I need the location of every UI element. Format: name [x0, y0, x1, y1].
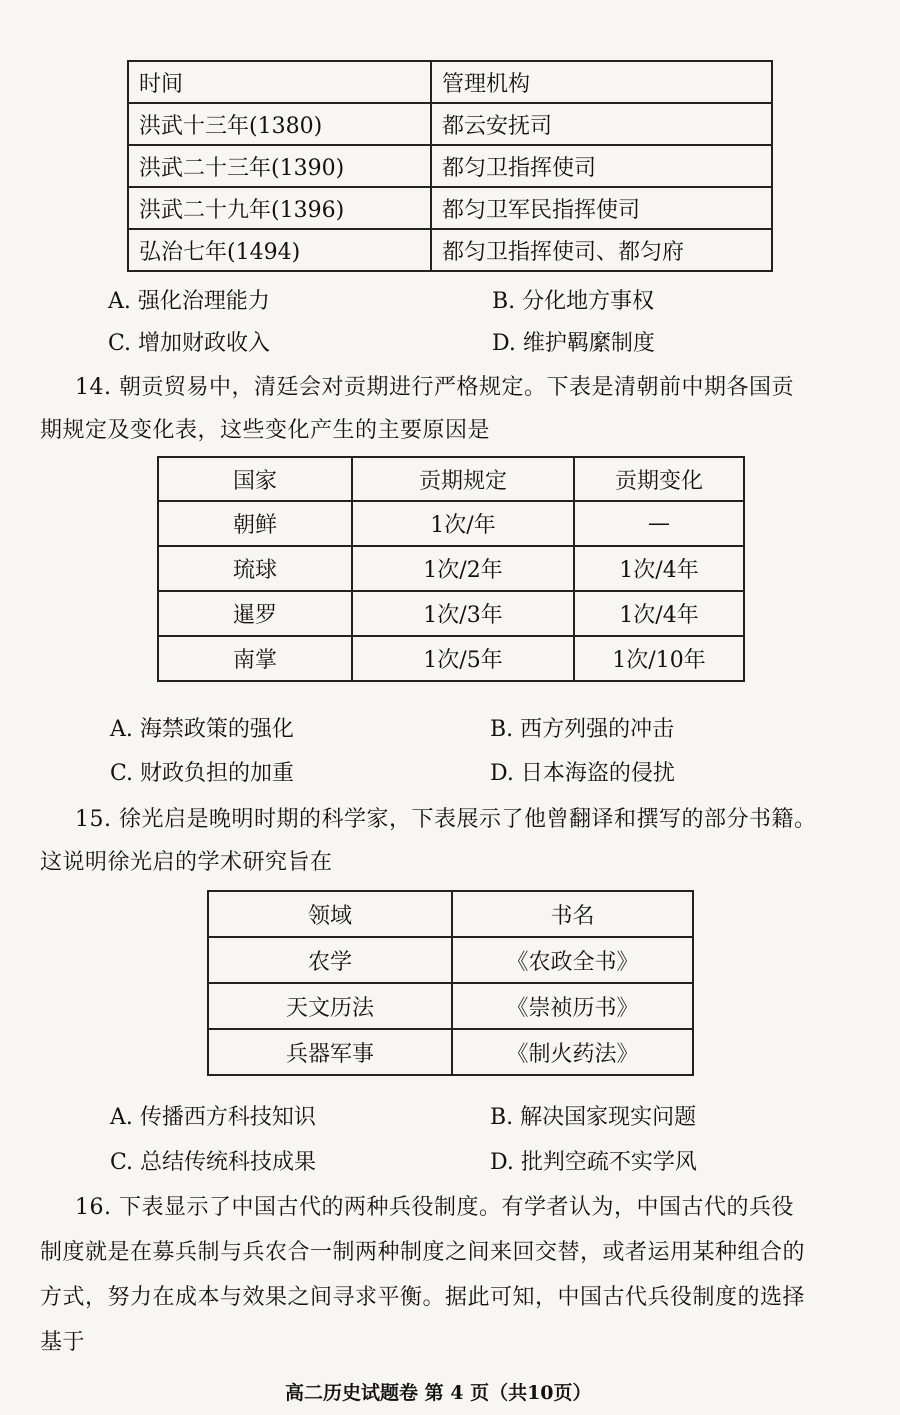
q16-stem-line2: 制度就是在募兵制与兵农合一制两种制度之间来回交替，或者运用某种组合的 [40, 1240, 806, 1265]
table-cell: 洪武二十九年(1396) [128, 187, 431, 229]
table-row [158, 546, 744, 591]
table-cell: 暹罗 [158, 591, 352, 636]
q16-stem-line1: 16. 下表显示了中国古代的两种兵役制度。有学者认为，中国古代的兵役 [75, 1195, 794, 1220]
table-row [158, 501, 744, 546]
page-footer: 高二历史试题卷 第 4 页（共10页） [285, 1382, 592, 1404]
table-row [128, 187, 772, 229]
table-header-cell: 贡期变化 [574, 457, 744, 501]
table-header-cell: 时间 [128, 61, 431, 103]
table-cell: 1次/3年 [352, 591, 574, 636]
table-cell: 1次/2年 [352, 546, 574, 591]
q14-option-a: A. 海禁政策的强化 [110, 717, 294, 742]
q13-option-d: D. 维护羁縻制度 [492, 331, 655, 356]
table-row [128, 229, 772, 271]
table-cell: 都匀卫指挥使司 [431, 145, 772, 187]
q16-stem-line4: 基于 [40, 1330, 86, 1355]
table-cell: 琉球 [158, 546, 352, 591]
q15-option-a: A. 传播西方科技知识 [110, 1105, 316, 1130]
table-cell: 都云安抚司 [431, 103, 772, 145]
table-cell: 《崇祯历书》 [452, 983, 693, 1029]
q15-stem-line2: 这说明徐光启的学术研究旨在 [40, 850, 333, 875]
table-cell: 1次/5年 [352, 636, 574, 681]
table-cell: 1次/年 [352, 501, 574, 546]
q13-option-a: A. 强化治理能力 [108, 289, 270, 314]
q13-option-c: C. 增加财政收入 [108, 331, 271, 356]
q15-option-c: C. 总结传统科技成果 [110, 1150, 317, 1175]
table-header-cell: 管理机构 [431, 61, 772, 103]
table-q13 [127, 60, 773, 272]
q16-stem-line3: 方式，努力在成本与效果之间寻求平衡。据此可知，中国古代兵役制度的选择 [40, 1285, 806, 1310]
table-cell: 《农政全书》 [452, 937, 693, 983]
q15-option-b: B. 解决国家现实问题 [490, 1105, 697, 1130]
table-row [128, 145, 772, 187]
table-header-cell: 贡期规定 [352, 457, 574, 501]
q15-option-d: D. 批判空疏不实学风 [490, 1150, 697, 1175]
table-cell: 弘治七年(1494) [128, 229, 431, 271]
table-header-cell: 领域 [208, 891, 452, 937]
table-cell: 兵器军事 [208, 1029, 452, 1075]
table-q15 [207, 890, 694, 1076]
q14-stem-line2: 期规定及变化表，这些变化产生的主要原因是 [40, 418, 491, 443]
table-q14 [157, 456, 745, 682]
table-cell: 农学 [208, 937, 452, 983]
table-row [128, 103, 772, 145]
table-cell: 南掌 [158, 636, 352, 681]
q13-option-b: B. 分化地方事权 [492, 289, 655, 314]
table-row [208, 1029, 693, 1075]
q14-option-b: B. 西方列强的冲击 [490, 717, 675, 742]
table-header-cell: 书名 [452, 891, 693, 937]
table-row [208, 983, 693, 1029]
table-row [158, 591, 744, 636]
q14-stem-line1: 14. 朝贡贸易中，清廷会对贡期进行严格规定。下表是清朝前中期各国贡 [75, 375, 794, 400]
q15-stem-line1: 15. 徐光启是晚明时期的科学家，下表展示了他曾翻译和撰写的部分书籍。 [75, 807, 817, 832]
q14-option-d: D. 日本海盗的侵扰 [490, 761, 675, 786]
table-cell: 1次/4年 [574, 591, 744, 636]
table-header-row [158, 457, 744, 501]
table-row [208, 937, 693, 983]
table-cell: 洪武十三年(1380) [128, 103, 431, 145]
table-header-row [128, 61, 772, 103]
table-cell: 朝鲜 [158, 501, 352, 546]
table-row [158, 636, 744, 681]
table-cell: 洪武二十三年(1390) [128, 145, 431, 187]
table-cell: — [574, 501, 744, 546]
table-cell: 《制火药法》 [452, 1029, 693, 1075]
table-cell: 1次/10年 [574, 636, 744, 681]
q14-option-c: C. 财政负担的加重 [110, 761, 295, 786]
table-cell: 天文历法 [208, 983, 452, 1029]
table-header-cell: 国家 [158, 457, 352, 501]
table-cell: 都匀卫军民指挥使司 [431, 187, 772, 229]
table-cell: 都匀卫指挥使司、都匀府 [431, 229, 772, 271]
table-header-row [208, 891, 693, 937]
table-cell: 1次/4年 [574, 546, 744, 591]
